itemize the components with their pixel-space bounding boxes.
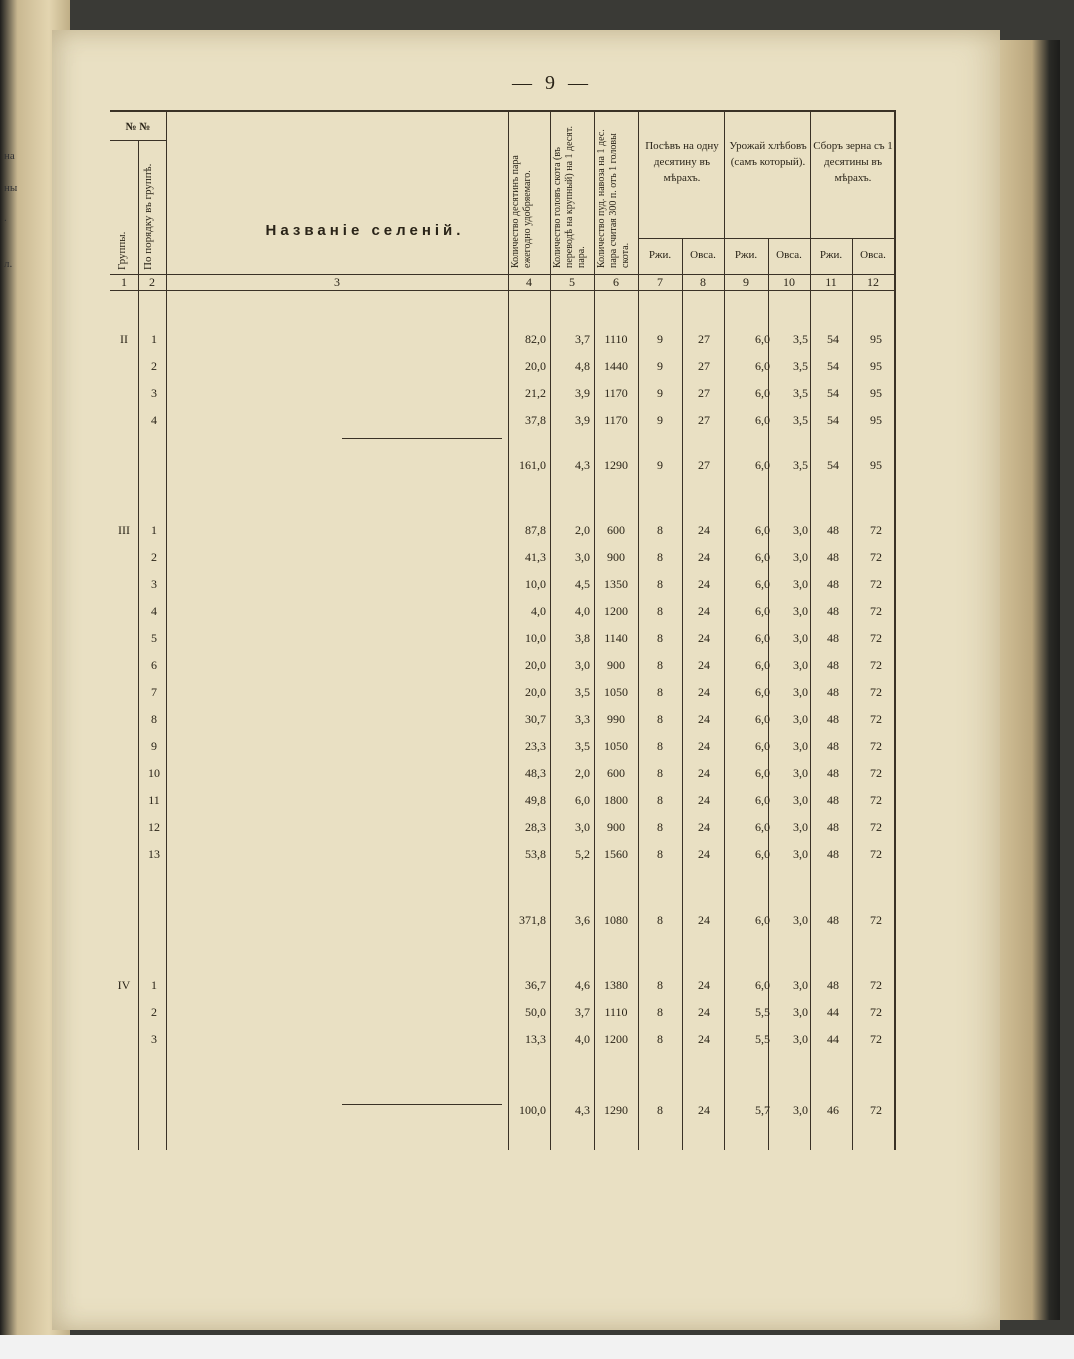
- value-cell-c8: 27: [698, 332, 710, 346]
- value-cell-c9: 6,0: [755, 978, 770, 992]
- value-cell-c4: 21,2: [525, 386, 546, 400]
- order-cell: 10: [148, 766, 160, 780]
- col-number: 6: [613, 275, 619, 289]
- value-cell-c4: 87,8: [525, 523, 546, 537]
- value-cell-c7: 8: [657, 631, 663, 645]
- value-cell-c5: 4,8: [575, 359, 590, 373]
- value-cell-c5: 4,6: [575, 978, 590, 992]
- value-cell-c8: 24: [698, 766, 710, 780]
- value-cell-c6: 1380: [604, 978, 628, 992]
- order-cell: 3: [151, 386, 157, 400]
- group-cell: III: [118, 523, 130, 537]
- statistics-table: [110, 110, 894, 1170]
- value-cell-c7: 9: [657, 458, 663, 472]
- rye-header: Ржи.: [648, 249, 672, 261]
- value-cell-c7: 8: [657, 550, 663, 564]
- value-cell-c4: 20,0: [525, 359, 546, 373]
- value-cell-c10: 3,0: [793, 913, 808, 927]
- value-cell-c12: 72: [870, 820, 882, 834]
- value-cell-c5: 3,7: [575, 1005, 590, 1019]
- value-cell-c6: 1440: [604, 359, 628, 373]
- value-cell-c9: 6,0: [755, 658, 770, 672]
- value-cell-c11: 48: [827, 712, 839, 726]
- value-cell-c11: 48: [827, 793, 839, 807]
- value-cell-c7: 8: [657, 658, 663, 672]
- value-cell-c10: 3,0: [793, 604, 808, 618]
- total-row: [110, 1103, 894, 1123]
- value-cell-c7: 8: [657, 523, 663, 537]
- value-cell-c6: 1050: [604, 685, 628, 699]
- order-cell: 11: [148, 793, 160, 807]
- table-row: [110, 604, 894, 624]
- order-cell: 2: [151, 1005, 157, 1019]
- value-cell-c9: 6,0: [755, 604, 770, 618]
- value-cell-c6: 1290: [604, 458, 628, 472]
- table-row: [110, 793, 894, 813]
- value-cell-c10: 3,0: [793, 685, 808, 699]
- value-cell-c10: 3,0: [793, 712, 808, 726]
- left-fragment: .: [4, 212, 7, 224]
- value-cell-c12: 95: [870, 359, 882, 373]
- order-cell: 13: [148, 847, 160, 861]
- value-cell-c9: 5,5: [755, 1032, 770, 1046]
- value-cell-c4: 20,0: [525, 658, 546, 672]
- value-cell-c12: 72: [870, 1032, 882, 1046]
- value-cell-c4: 161,0: [519, 458, 546, 472]
- order-cell: 4: [151, 413, 157, 427]
- value-cell-c12: 95: [870, 413, 882, 427]
- value-cell-c6: 900: [607, 550, 625, 564]
- table-row: [110, 847, 894, 867]
- value-cell-c12: 72: [870, 1005, 882, 1019]
- value-cell-c10: 3,0: [793, 739, 808, 753]
- value-cell-c10: 3,0: [793, 1103, 808, 1117]
- value-cell-c4: 36,7: [525, 978, 546, 992]
- value-cell-c5: 3,0: [575, 658, 590, 672]
- table-row: [110, 712, 894, 732]
- order-cell: 1: [151, 332, 157, 346]
- order-cell: 7: [151, 685, 157, 699]
- value-cell-c12: 72: [870, 685, 882, 699]
- value-cell-c12: 72: [870, 766, 882, 780]
- value-cell-c9: 6,0: [755, 847, 770, 861]
- value-cell-c10: 3,0: [793, 550, 808, 564]
- value-cell-c5: 3,6: [575, 913, 590, 927]
- value-cell-c12: 72: [870, 847, 882, 861]
- col-number: 1: [121, 275, 127, 289]
- value-cell-c9: 6,0: [755, 386, 770, 400]
- value-cell-c10: 3,0: [793, 978, 808, 992]
- value-cell-c9: 6,0: [755, 739, 770, 753]
- value-cell-c11: 48: [827, 739, 839, 753]
- value-cell-c8: 24: [698, 793, 710, 807]
- value-cell-c5: 3,9: [575, 386, 590, 400]
- value-cell-c9: 6,0: [755, 631, 770, 645]
- order-cell: 9: [151, 739, 157, 753]
- value-cell-c8: 24: [698, 1005, 710, 1019]
- table-row: [110, 577, 894, 597]
- value-cell-c4: 82,0: [525, 332, 546, 346]
- value-cell-c10: 3,0: [793, 820, 808, 834]
- value-cell-c6: 990: [607, 712, 625, 726]
- order-header: По порядку въ группѣ.: [142, 163, 154, 270]
- value-cell-c6: 1110: [604, 332, 628, 346]
- value-cell-c4: 10,0: [525, 577, 546, 591]
- value-cell-c6: 600: [607, 523, 625, 537]
- value-cell-c6: 1800: [604, 793, 628, 807]
- order-cell: 2: [151, 359, 157, 373]
- col6-header: Количество пуд. навоза на 1 дес. пара считая 300 п. отъ 1 головы скота.: [596, 129, 631, 268]
- value-cell-c5: 2,0: [575, 766, 590, 780]
- value-cell-c10: 3,0: [793, 1032, 808, 1046]
- value-cell-c8: 24: [698, 978, 710, 992]
- table-row: [110, 359, 894, 379]
- value-cell-c8: 24: [698, 847, 710, 861]
- value-cell-c9: 6,0: [755, 793, 770, 807]
- order-cell: 4: [151, 604, 157, 618]
- value-cell-c6: 1050: [604, 739, 628, 753]
- value-cell-c5: 6,0: [575, 793, 590, 807]
- col-number: 7: [657, 275, 663, 289]
- value-cell-c12: 72: [870, 978, 882, 992]
- value-cell-c8: 24: [698, 1103, 710, 1117]
- order-cell: 8: [151, 712, 157, 726]
- scan-margin: [0, 1335, 1074, 1359]
- groups-header: Группы.: [116, 231, 128, 270]
- value-cell-c7: 8: [657, 604, 663, 618]
- table-row: [110, 631, 894, 651]
- value-cell-c6: 1170: [604, 386, 628, 400]
- value-cell-c9: 6,0: [755, 820, 770, 834]
- col5-header: Количество головъ скота (въ переводѣ на крупный) на 1 десят. пара.: [552, 126, 587, 268]
- value-cell-c6: 1110: [604, 1005, 628, 1019]
- col-number: 4: [526, 275, 532, 289]
- value-cell-c8: 24: [698, 913, 710, 927]
- value-cell-c11: 48: [827, 550, 839, 564]
- value-cell-c8: 27: [698, 458, 710, 472]
- order-cell: 2: [151, 550, 157, 564]
- value-cell-c12: 72: [870, 793, 882, 807]
- value-cell-c10: 3,0: [793, 793, 808, 807]
- value-cell-c12: 95: [870, 458, 882, 472]
- value-cell-c11: 48: [827, 523, 839, 537]
- value-cell-c5: 2,0: [575, 523, 590, 537]
- page-stack-edge: [990, 40, 1060, 1320]
- value-cell-c6: 1170: [604, 413, 628, 427]
- value-cell-c5: 4,3: [575, 1103, 590, 1117]
- table-row: [110, 523, 894, 543]
- value-cell-c4: 41,3: [525, 550, 546, 564]
- value-cell-c7: 8: [657, 712, 663, 726]
- order-cell: 3: [151, 1032, 157, 1046]
- value-cell-c10: 3,5: [793, 332, 808, 346]
- value-cell-c5: 3,5: [575, 685, 590, 699]
- value-cell-c9: 5,5: [755, 1005, 770, 1019]
- value-cell-c12: 95: [870, 386, 882, 400]
- oats-header: Овса.: [860, 249, 886, 261]
- value-cell-c8: 24: [698, 631, 710, 645]
- rye-header: Ржи.: [819, 249, 843, 261]
- value-cell-c7: 8: [657, 766, 663, 780]
- value-cell-c10: 3,5: [793, 458, 808, 472]
- value-cell-c8: 27: [698, 386, 710, 400]
- value-cell-c8: 24: [698, 820, 710, 834]
- value-cell-c6: 1140: [604, 631, 628, 645]
- oats-header: Овса.: [776, 249, 802, 261]
- value-cell-c4: 28,3: [525, 820, 546, 834]
- col-number: 5: [569, 275, 575, 289]
- value-cell-c11: 54: [827, 359, 839, 373]
- value-cell-c5: 4,0: [575, 1032, 590, 1046]
- value-cell-c10: 3,0: [793, 1005, 808, 1019]
- page-title: Названіе селеній.: [265, 222, 465, 239]
- value-cell-c5: 3,7: [575, 332, 590, 346]
- value-cell-c4: 10,0: [525, 631, 546, 645]
- table-row: [110, 978, 894, 998]
- value-cell-c6: 1560: [604, 847, 628, 861]
- value-cell-c12: 72: [870, 604, 882, 618]
- value-cell-c11: 48: [827, 631, 839, 645]
- col-number: 9: [743, 275, 749, 289]
- table-row: [110, 413, 894, 433]
- table-row: [110, 739, 894, 759]
- value-cell-c11: 48: [827, 658, 839, 672]
- value-cell-c11: 54: [827, 458, 839, 472]
- value-cell-c6: 600: [607, 766, 625, 780]
- value-cell-c10: 3,0: [793, 766, 808, 780]
- value-cell-c12: 72: [870, 550, 882, 564]
- table-row: [110, 550, 894, 570]
- value-cell-c12: 72: [870, 631, 882, 645]
- col-number: 10: [783, 275, 795, 289]
- value-cell-c7: 8: [657, 739, 663, 753]
- value-cell-c11: 48: [827, 766, 839, 780]
- value-cell-c4: 4,0: [531, 604, 546, 618]
- value-cell-c8: 24: [698, 550, 710, 564]
- nn-header: № №: [125, 121, 151, 133]
- value-cell-c6: 1350: [604, 577, 628, 591]
- col-number: 8: [700, 275, 706, 289]
- value-cell-c7: 8: [657, 820, 663, 834]
- total-row: [110, 458, 894, 478]
- book-page: [52, 30, 1000, 1330]
- value-cell-c7: 8: [657, 978, 663, 992]
- value-cell-c7: 9: [657, 332, 663, 346]
- value-cell-c11: 48: [827, 604, 839, 618]
- value-cell-c7: 8: [657, 685, 663, 699]
- value-cell-c6: 1200: [604, 1032, 628, 1046]
- col-number: 3: [334, 275, 340, 289]
- value-cell-c8: 24: [698, 577, 710, 591]
- order-cell: 1: [151, 523, 157, 537]
- value-cell-c11: 48: [827, 577, 839, 591]
- value-cell-c6: 900: [607, 658, 625, 672]
- left-fragment: л.: [4, 258, 13, 270]
- value-cell-c4: 20,0: [525, 685, 546, 699]
- value-cell-c9: 6,0: [755, 413, 770, 427]
- value-cell-c4: 23,3: [525, 739, 546, 753]
- yield-header: Сборъ зерна съ 1 десятины въ мѣрахъ.: [813, 140, 893, 184]
- value-cell-c10: 3,0: [793, 847, 808, 861]
- col-number: 11: [825, 275, 837, 289]
- oats-header: Овса.: [690, 249, 716, 261]
- value-cell-c10: 3,0: [793, 523, 808, 537]
- value-cell-c11: 54: [827, 386, 839, 400]
- value-cell-c5: 5,2: [575, 847, 590, 861]
- total-row: [110, 913, 894, 933]
- group-cell: II: [120, 332, 128, 346]
- value-cell-c8: 27: [698, 413, 710, 427]
- value-cell-c10: 3,5: [793, 413, 808, 427]
- order-cell: 5: [151, 631, 157, 645]
- value-cell-c5: 4,3: [575, 458, 590, 472]
- value-cell-c8: 24: [698, 658, 710, 672]
- value-cell-c5: 3,5: [575, 739, 590, 753]
- value-cell-c4: 49,8: [525, 793, 546, 807]
- value-cell-c4: 371,8: [519, 913, 546, 927]
- value-cell-c12: 72: [870, 712, 882, 726]
- value-cell-c12: 72: [870, 739, 882, 753]
- value-cell-c8: 27: [698, 359, 710, 373]
- left-fragment: ны: [4, 182, 18, 194]
- value-cell-c5: 3,0: [575, 820, 590, 834]
- value-cell-c10: 3,0: [793, 577, 808, 591]
- value-cell-c9: 6,0: [755, 332, 770, 346]
- value-cell-c4: 13,3: [525, 1032, 546, 1046]
- value-cell-c4: 37,8: [525, 413, 546, 427]
- table-row: [110, 1005, 894, 1025]
- value-cell-c6: 900: [607, 820, 625, 834]
- value-cell-c11: 48: [827, 913, 839, 927]
- value-cell-c12: 72: [870, 1103, 882, 1117]
- value-cell-c7: 8: [657, 1005, 663, 1019]
- table-row: [110, 766, 894, 786]
- value-cell-c9: 6,0: [755, 685, 770, 699]
- value-cell-c11: 48: [827, 978, 839, 992]
- value-cell-c11: 48: [827, 685, 839, 699]
- value-cell-c8: 24: [698, 685, 710, 699]
- table-row: [110, 386, 894, 406]
- value-cell-c11: 54: [827, 332, 839, 346]
- value-cell-c7: 8: [657, 847, 663, 861]
- value-cell-c9: 5,7: [755, 1103, 770, 1117]
- harvest-header: Урожай хлѣбовъ (самъ который).: [729, 140, 807, 168]
- value-cell-c8: 24: [698, 604, 710, 618]
- sowing-header: Посѣвъ на одну десятину въ мѣрахъ.: [645, 140, 719, 184]
- value-cell-c5: 3,0: [575, 550, 590, 564]
- value-cell-c7: 9: [657, 413, 663, 427]
- value-cell-c11: 44: [827, 1005, 839, 1019]
- value-cell-c9: 6,0: [755, 523, 770, 537]
- value-cell-c5: 3,3: [575, 712, 590, 726]
- value-cell-c4: 30,7: [525, 712, 546, 726]
- value-cell-c7: 8: [657, 793, 663, 807]
- value-cell-c4: 50,0: [525, 1005, 546, 1019]
- group-cell: IV: [117, 978, 131, 992]
- rye-header: Ржи.: [734, 249, 758, 261]
- col-number: 2: [149, 275, 155, 289]
- value-cell-c10: 3,5: [793, 359, 808, 373]
- order-cell: 3: [151, 577, 157, 591]
- value-cell-c12: 72: [870, 913, 882, 927]
- value-cell-c4: 53,8: [525, 847, 546, 861]
- value-cell-c9: 6,0: [755, 712, 770, 726]
- value-cell-c11: 46: [827, 1103, 839, 1117]
- value-cell-c9: 6,0: [755, 766, 770, 780]
- value-cell-c11: 54: [827, 413, 839, 427]
- value-cell-c7: 9: [657, 386, 663, 400]
- value-cell-c4: 100,0: [519, 1103, 546, 1117]
- value-cell-c5: 3,9: [575, 413, 590, 427]
- value-cell-c6: 1290: [604, 1103, 628, 1117]
- value-cell-c9: 6,0: [755, 913, 770, 927]
- value-cell-c9: 6,0: [755, 359, 770, 373]
- value-cell-c7: 8: [657, 1103, 663, 1117]
- value-cell-c12: 72: [870, 523, 882, 537]
- col4-header: Количество десятинъ пара ежегодно удобряемаго.: [510, 155, 533, 268]
- value-cell-c4: 48,3: [525, 766, 546, 780]
- value-cell-c6: 1080: [604, 913, 628, 927]
- value-cell-c11: 48: [827, 820, 839, 834]
- value-cell-c12: 72: [870, 577, 882, 591]
- value-cell-c8: 24: [698, 739, 710, 753]
- table-row: [110, 685, 894, 705]
- value-cell-c10: 3,5: [793, 386, 808, 400]
- table-row: [110, 658, 894, 678]
- value-cell-c11: 48: [827, 847, 839, 861]
- page-number: — 9 —: [512, 72, 592, 94]
- order-cell: 12: [148, 820, 160, 834]
- value-cell-c7: 9: [657, 359, 663, 373]
- col-number: 12: [867, 275, 879, 289]
- value-cell-c7: 8: [657, 1032, 663, 1046]
- value-cell-c12: 72: [870, 658, 882, 672]
- value-cell-c12: 95: [870, 332, 882, 346]
- value-cell-c8: 24: [698, 523, 710, 537]
- left-fragment: на: [4, 150, 15, 162]
- value-cell-c8: 24: [698, 712, 710, 726]
- order-cell: 1: [151, 978, 157, 992]
- value-cell-c7: 8: [657, 913, 663, 927]
- table-row: [110, 332, 894, 352]
- value-cell-c10: 3,0: [793, 631, 808, 645]
- value-cell-c8: 24: [698, 1032, 710, 1046]
- value-cell-c5: 3,8: [575, 631, 590, 645]
- value-cell-c5: 4,5: [575, 577, 590, 591]
- value-cell-c9: 6,0: [755, 550, 770, 564]
- value-cell-c9: 6,0: [755, 458, 770, 472]
- value-cell-c9: 6,0: [755, 577, 770, 591]
- table-row: [110, 820, 894, 840]
- order-cell: 6: [151, 658, 157, 672]
- value-cell-c7: 8: [657, 577, 663, 591]
- value-cell-c6: 1200: [604, 604, 628, 618]
- value-cell-c5: 4,0: [575, 604, 590, 618]
- value-cell-c10: 3,0: [793, 658, 808, 672]
- value-cell-c11: 44: [827, 1032, 839, 1046]
- table-row: [110, 1032, 894, 1052]
